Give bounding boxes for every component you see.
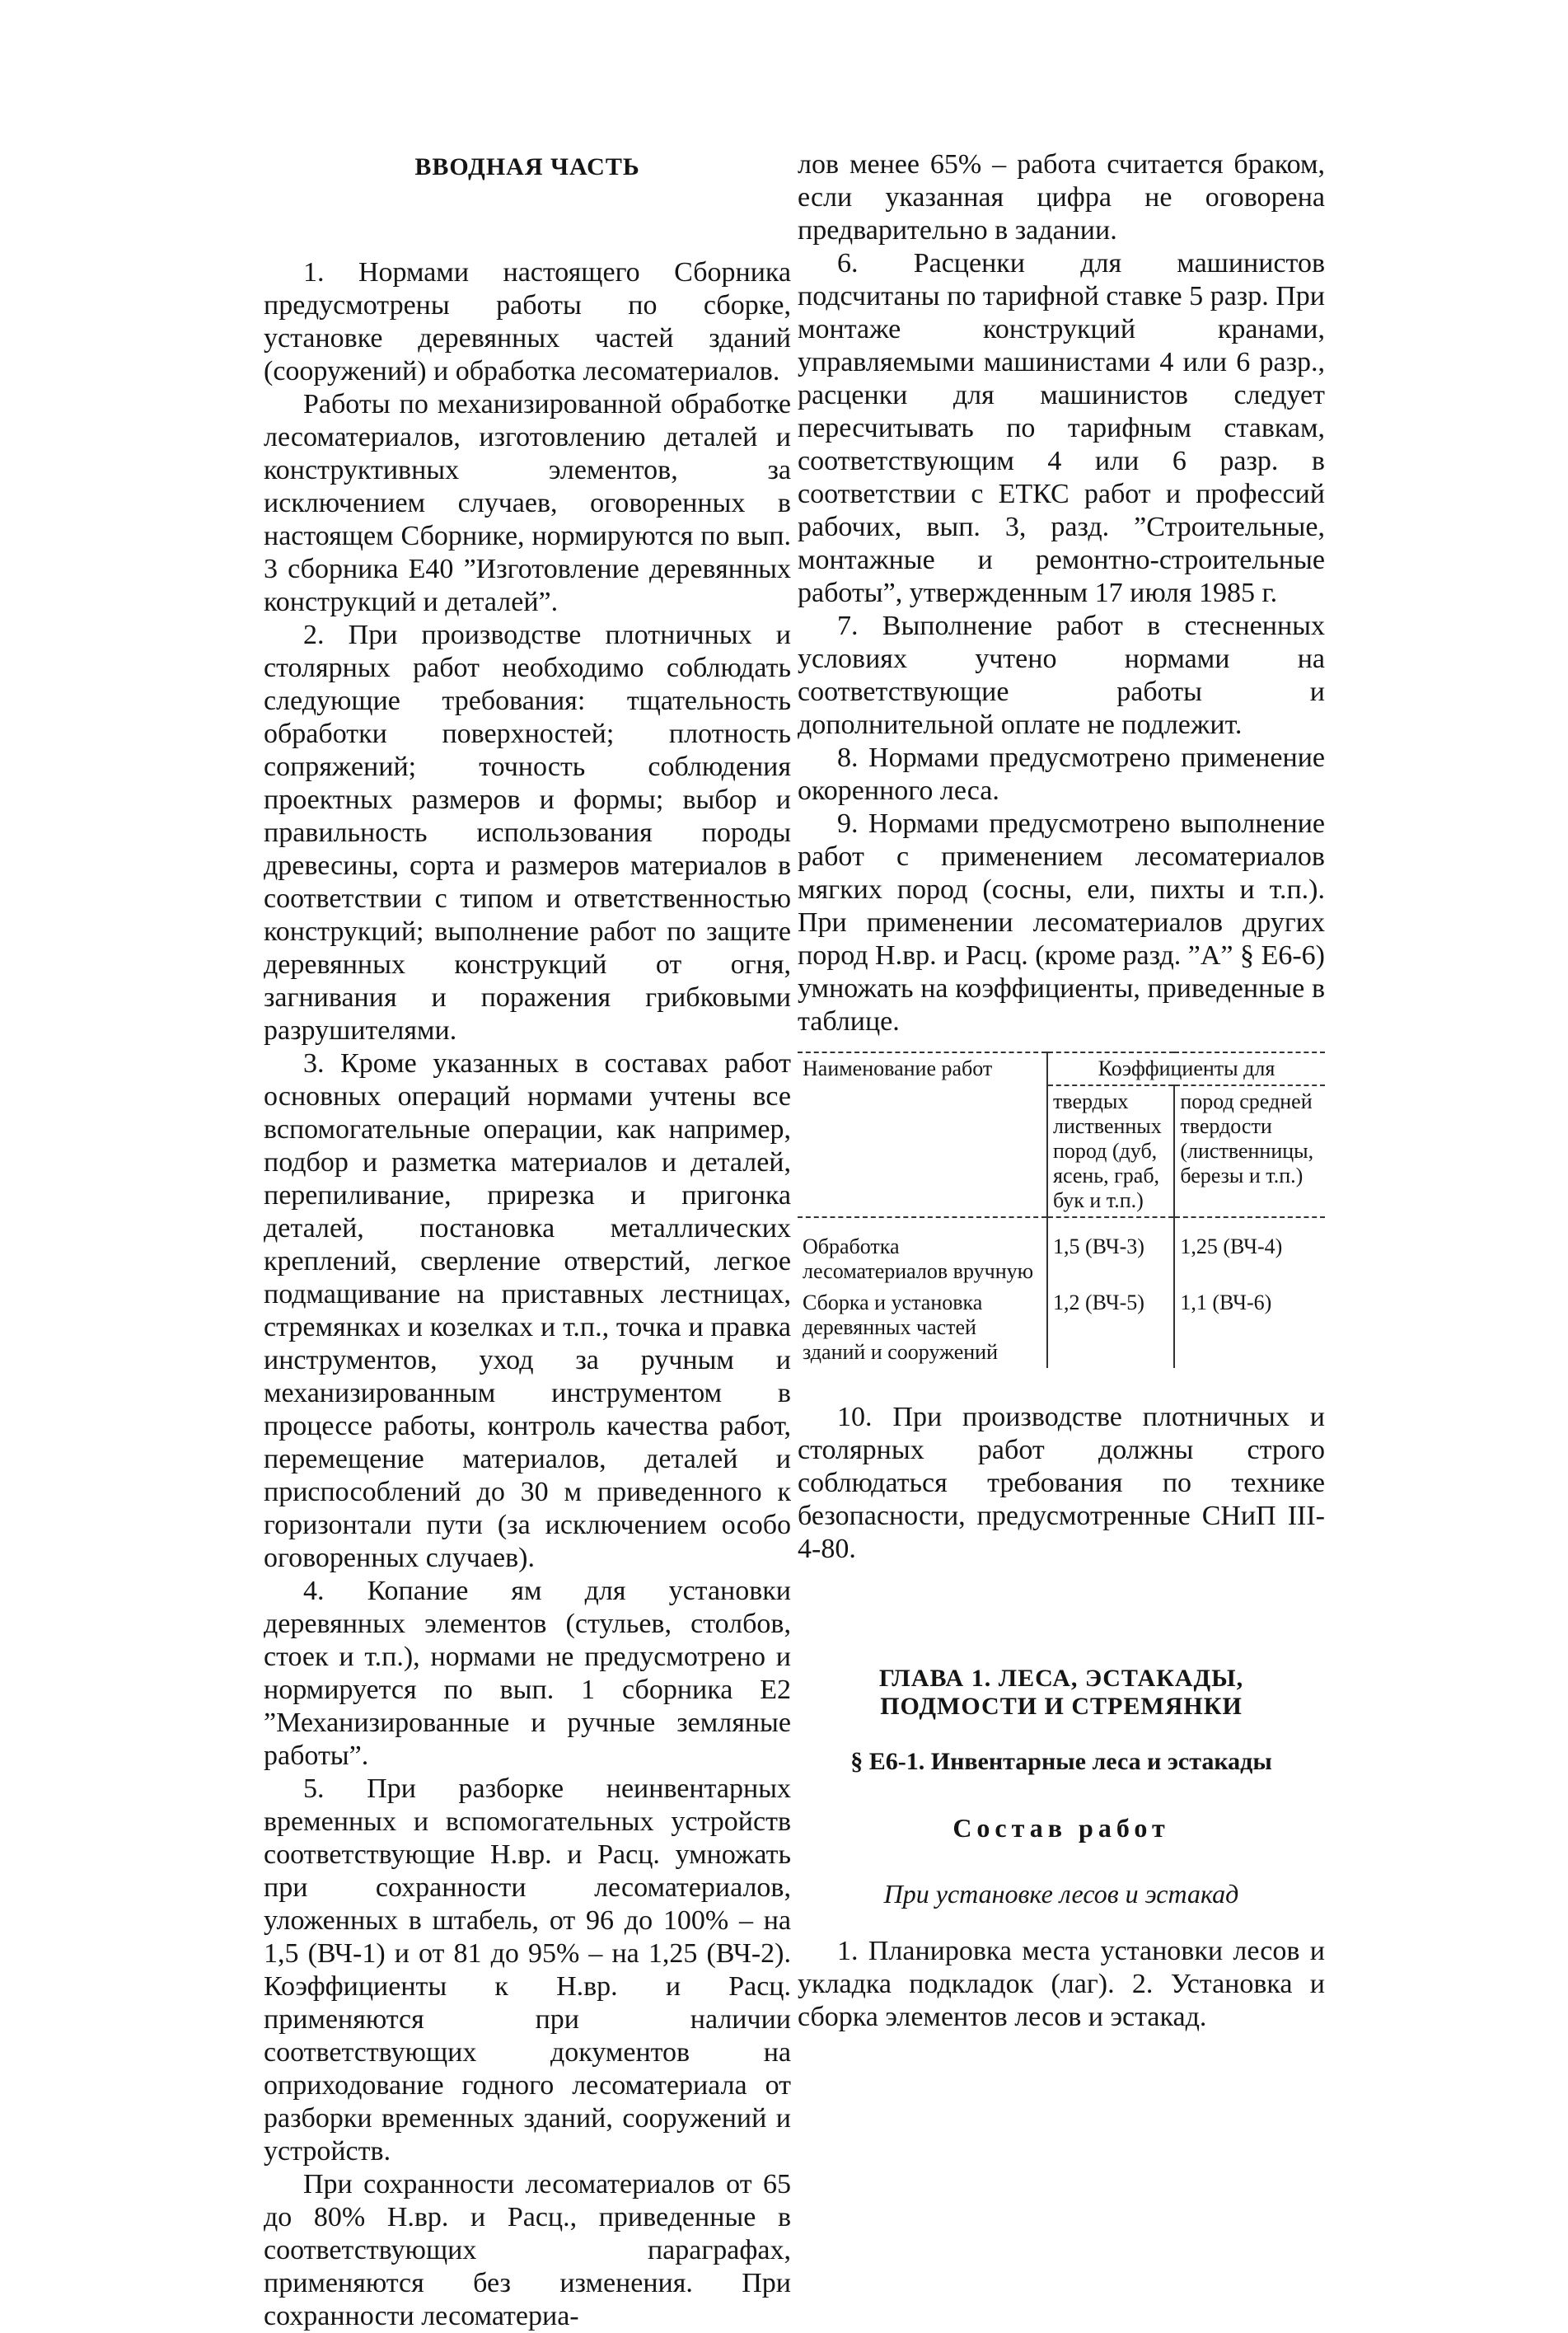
paragraph: 4. Копание ям для установки деревянных элементов (стульев, столбов, стоек и т.п.), нормами не предусмотрено и нормируется по вып. 1 сборника Е2 ”Механизированные и ручные земляные работы”. <box>264 1576 791 1771</box>
intro-heading: ВВОДНАЯ ЧАСТЬ <box>414 153 640 180</box>
chapter-title: ГЛАВА 1. ЛЕСА, ЭСТАКАДЫ, ПОДМОСТИ И СТРЕМЯНКИ <box>878 1665 1244 1720</box>
table-subheader-medium: пород средней твердости (лиственницы, березы и т.п.) <box>1174 1085 1325 1217</box>
table-group-header: Коэффициенты для <box>1047 1052 1325 1085</box>
table-cell-medium: 1,25 (ВЧ-4) <box>1174 1217 1325 1287</box>
paragraph: 5. При разборке неинвентарных временных и вспомогательных устройств соответствующие Н.вр. и Расц. умножать при сохранности лесоматериалов, уложенных в штабель, от 96 до 100% – на 1,5 (ВЧ-1) и от 81 до 95% – на 1,25 (ВЧ-2). Коэффициенты к Н.вр. и Расц. применяются при наличии соответствующих документов на оприходование годного лесоматериала от разборки временных зданий, сооружений и устройств. <box>264 1773 791 2167</box>
table-cell-hard: 1,5 (ВЧ-3) <box>1047 1217 1174 1287</box>
paragraph: 1. Планировка места установки лесов и укладка подкладок (лаг). 2. Установка и сборка элементов лесов и эстакад. <box>798 1936 1325 2032</box>
paragraph: 9. Нормами предусмотрено выполнение работ с применением лесоматериалов мягких пород (сосны, ели, пихты и т.п.). При применении лесоматериалов других пород Н.вр. и Расц. (кроме разд. ”А” § Е6-6) умножать на коэффициенты, приведенные в таблице. <box>798 808 1325 1037</box>
table-cell-hard: 1,2 (ВЧ-5) <box>1047 1287 1174 1368</box>
work-composition-heading: Состав работ <box>953 1813 1170 1843</box>
coefficient-table <box>798 1052 1325 1368</box>
section-title: § Е6-1. Инвентарные леса и эстакады <box>850 1748 1272 1775</box>
paragraph: Работы по механизированной обработке лесоматериалов, изготовлению деталей и конструктивных элементов, за исключением случаев, оговоренных в настоящем Сборнике, нормируются по вып. 3 сборника Е40 ”Изготовление деревянных конструкций и деталей”. <box>264 389 791 617</box>
paragraph: 1. Нормами настоящего Сборника предусмотрены работы по сборке, установке деревянных частей зданий (сооружений) и обработка лесоматериалов. <box>264 257 791 386</box>
table-cell-medium: 1,1 (ВЧ-6) <box>1174 1287 1325 1368</box>
paragraph: 2. При производстве плотничных и столярных работ необходимо соблюдать следующие требования: тщательность обработки поверхностей; плотность сопряжений; точность соблюдения проектных размеров и формы; выбор и правильность использования породы древесины, сорта и размеров материалов в соответствии с типом и ответственностью конструкций; выполнение работ по защите деревянных конструкций от огня, загнивания и поражения грибковыми разрушителями. <box>264 620 791 1046</box>
paragraph: 6. Расценки для машинистов подсчитаны по тарифной ставке 5 разр. При монтаже конструкций кранами, управляемыми машинистами 4 или 6 разр., расценки для машинистов следует пересчитывать по тарифным ставкам, соответствующим 4 или 6 разр. в соответствии с ЕТКС работ и профессий рабочих, вып. 3, разд. ”Строительные, монтажные и ремонтно-строительные работы”, утвержденным 17 июля 1985 г. <box>798 248 1325 608</box>
right-column <box>798 148 1325 2034</box>
paragraph: При сохранности лесоматериалов от 65 до 80% Н.вр. и Расц., приведенные в соответствующих параграфах, применяются без изменения. При сохранности лесоматериа- <box>264 2169 791 2331</box>
paragraph: 7. Выполнение работ в стесненных условиях учтено нормами на соответствующие работы и дополнительной оплате не подлежит. <box>798 611 1325 740</box>
left-column <box>264 144 791 2333</box>
paragraph: 10. При производстве плотничных и столярных работ должны строго соблюдаться требования по технике безопасности, предусмотренные СНиП III-4-80. <box>798 1402 1325 1564</box>
table-row <box>798 1217 1325 1287</box>
table-cell-name: Сборка и установка деревянных частей зданий и сооружений <box>803 1291 998 1364</box>
paragraph: 8. Нормами предусмотрено применение окоренного леса. <box>798 743 1325 806</box>
table-cell-name: Обработка лесоматериалов вручную <box>798 1217 1047 1287</box>
table-header-name: Наименование работ <box>798 1052 1047 1217</box>
paragraph: лов менее 65% – работа считается браком, если указанная цифра не оговорена предварительно в задании. <box>798 149 1325 246</box>
subsection-heading: При установке лесов и эстакад <box>883 1879 1239 1909</box>
table-subheader-hard: твердых лиственных пород (дуб, ясень, граб, бук и т.п.) <box>1047 1085 1174 1217</box>
paragraph: 3. Кроме указанных в составах работ основных операций нормами учтены все вспомогательные операции, как например, подбор и разметка материалов и деталей, перепиливание, прирезка и пригонка деталей, постановка металлических креплений, сверление отверстий, легкое подмащивание на приставных лестницах, стремянках и козелках и т.п., точка и правка инструментов, уход за ручным и механизированным инструментом в процессе работы, контроль качества работ, перемещение материалов, деталей и приспособлений до 30 м приведенного к горизонтали пути (за исключением особо оговоренных случаев). <box>264 1048 791 1573</box>
table-row <box>798 1287 1325 1368</box>
